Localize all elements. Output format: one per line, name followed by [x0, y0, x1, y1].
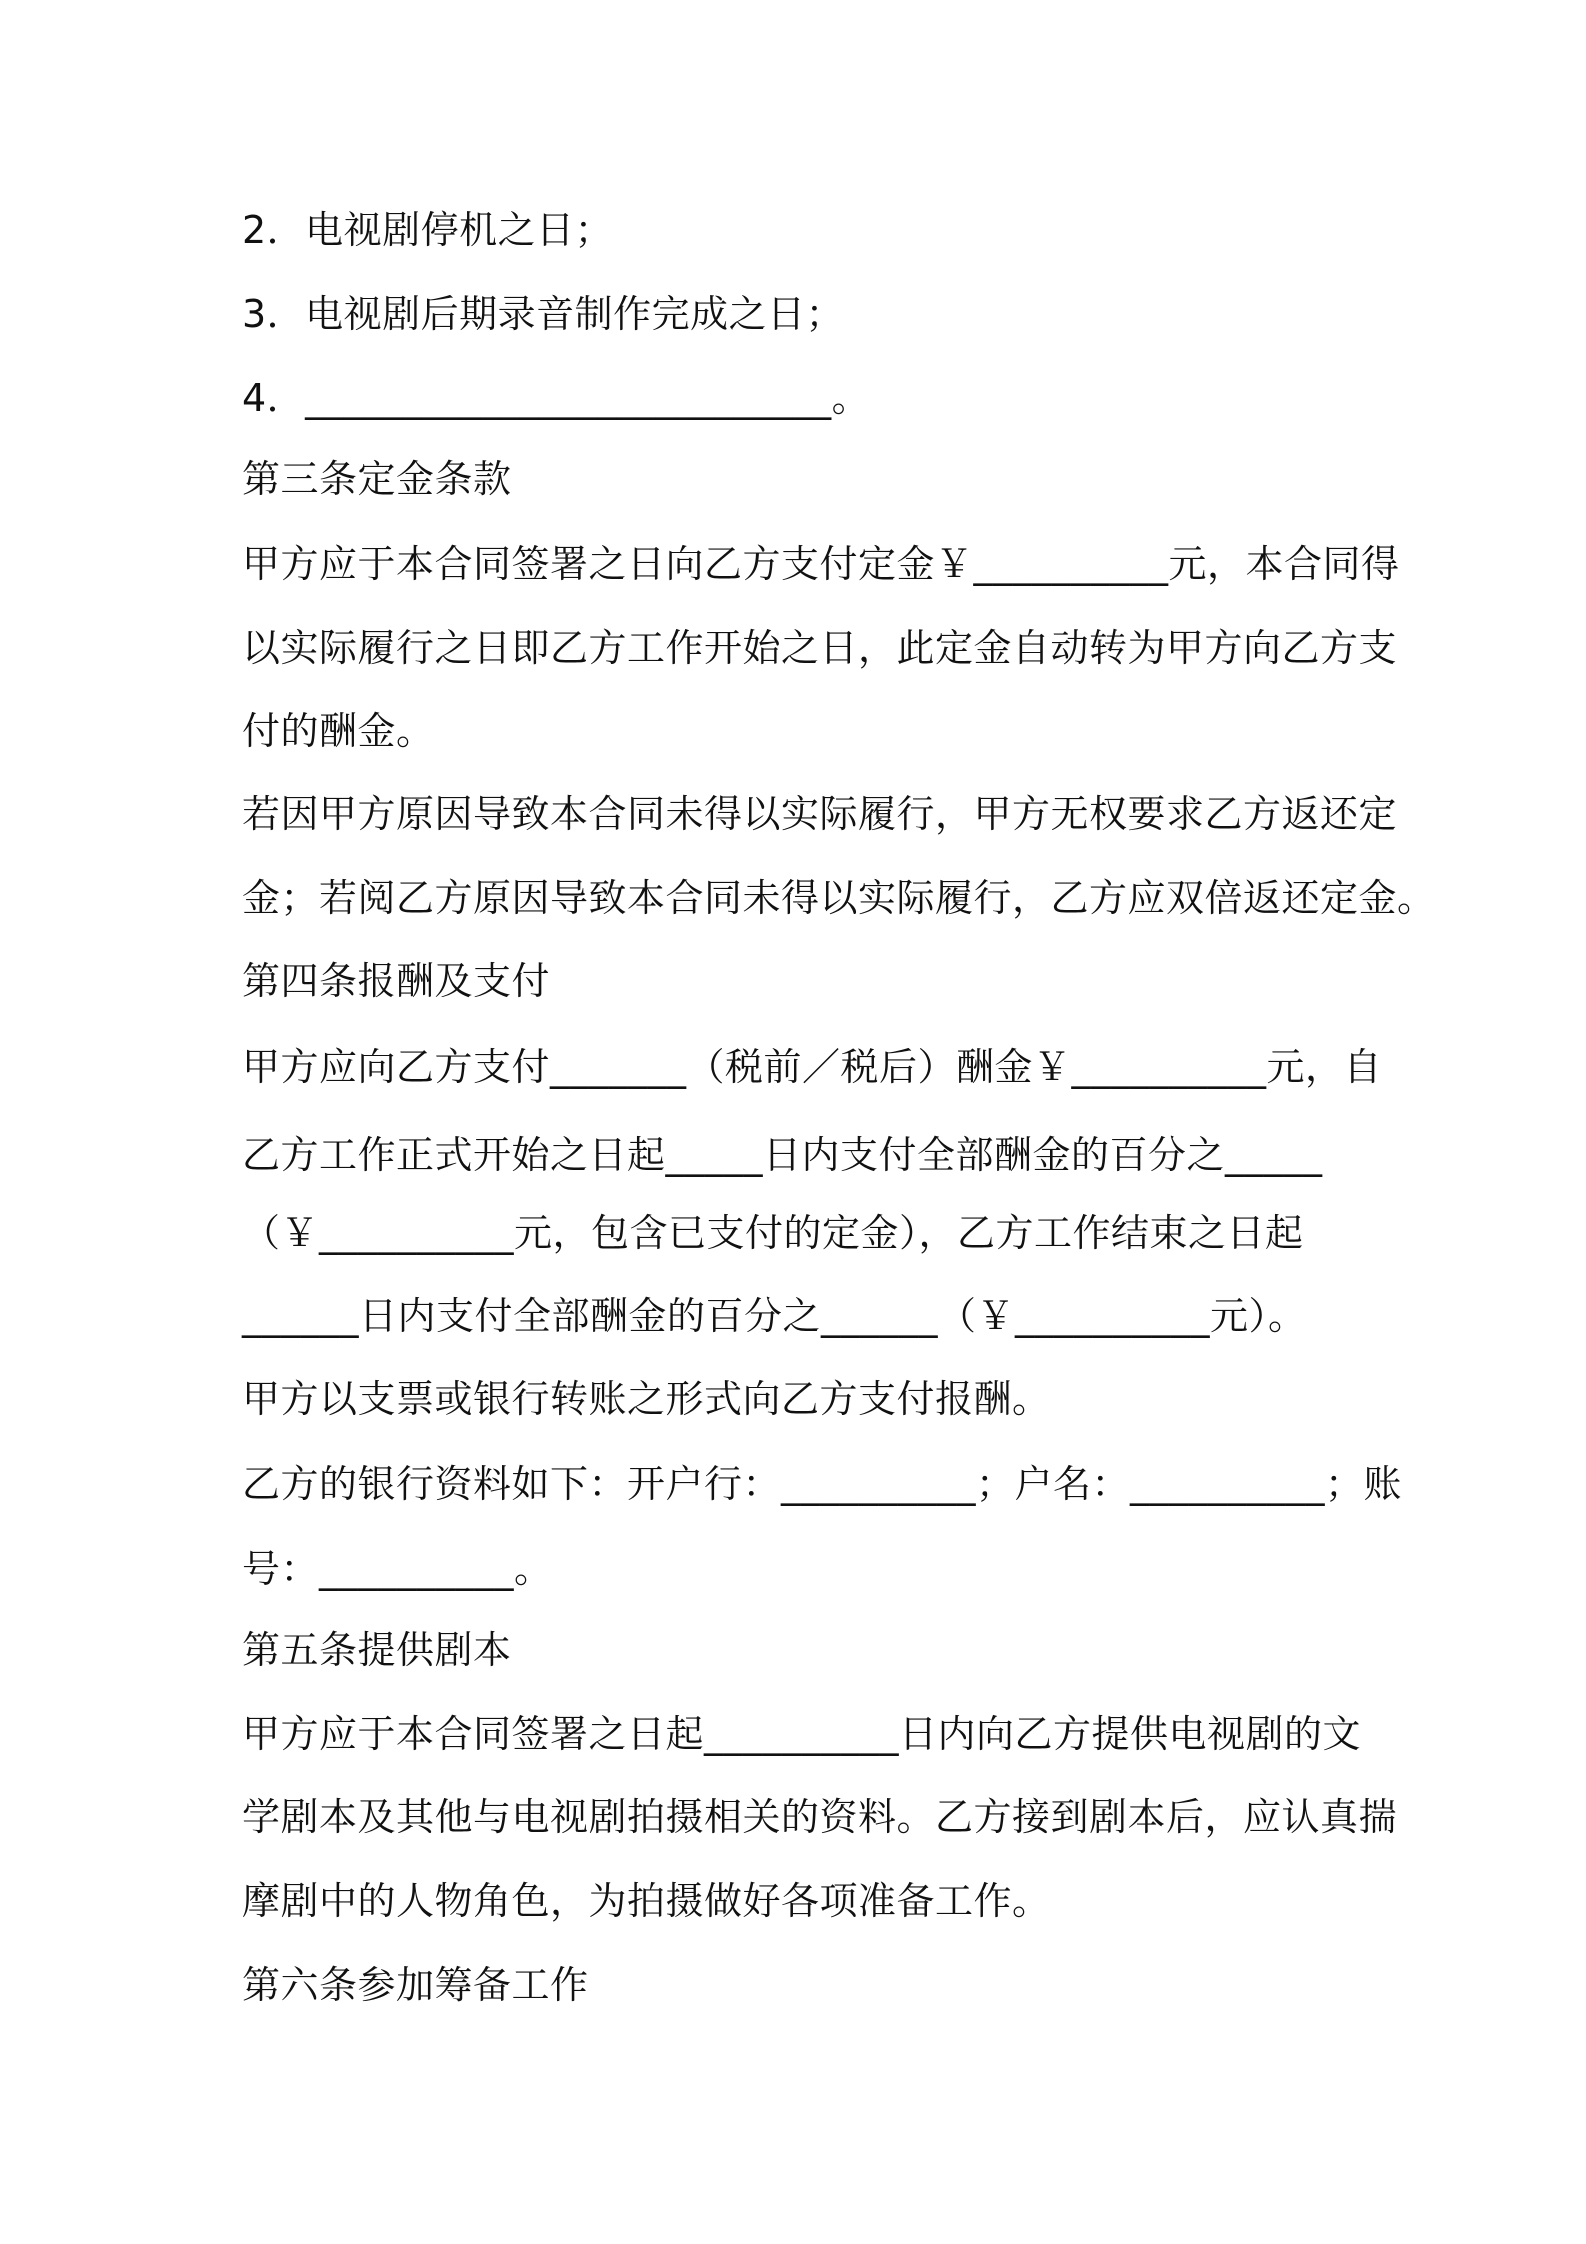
paragraph-line: 甲方应于本合同签署之日起__________日内向乙方提供电视剧的文 — [242, 1712, 1362, 1756]
section-heading-6: 第六条参加筹备工作 — [242, 1963, 589, 2007]
paragraph-line: 号：__________。 — [242, 1547, 553, 1591]
paragraph-line: 金；若阅乙方原因导致本合同未得以实际履行，乙方应双倍返还定金。 — [242, 876, 1436, 920]
paragraph-line: 以实际履行之日即乙方工作开始之日，此定金自动转为甲方向乙方支 — [242, 626, 1398, 670]
list-item-4: 4．___________________________。 — [242, 376, 871, 420]
list-item-2: 2．电视剧停机之日； — [242, 208, 614, 252]
paragraph-line: 若因甲方原因导致本合同未得以实际履行，甲方无权要求乙方返还定 — [242, 792, 1398, 836]
paragraph-line: （￥__________元，包含已支付的定金），乙方工作结束之日起 — [242, 1211, 1304, 1255]
paragraph-line: 甲方应于本合同签署之日向乙方支付定金￥__________元，本合同得 — [242, 542, 1400, 586]
paragraph-line: 学剧本及其他与电视剧拍摄相关的资料。乙方接到剧本后，应认真揣 — [242, 1795, 1398, 1839]
list-item-3: 3．电视剧后期录音制作完成之日； — [242, 292, 845, 336]
paragraph-line: 摩剧中的人物角色，为拍摄做好各项准备工作。 — [242, 1879, 1051, 1923]
paragraph-line: 甲方应向乙方支付_______（税前／税后）酬金￥__________元，自 — [242, 1045, 1383, 1089]
paragraph-line: ______日内支付全部酬金的百分之______（￥__________元）。 — [242, 1294, 1307, 1338]
paragraph-line: 甲方以支票或银行转账之形式向乙方支付报酬。 — [242, 1377, 1051, 1421]
paragraph-line: 乙方的银行资料如下：开户行：__________；户名：__________；账 — [242, 1462, 1403, 1506]
paragraph-line: 乙方工作正式开始之日起_____日内支付全部酬金的百分之_____ — [242, 1133, 1323, 1177]
section-heading-5: 第五条提供剧本 — [242, 1628, 512, 1672]
section-heading-4: 第四条报酬及支付 — [242, 959, 551, 1003]
paragraph-line: 付的酬金。 — [242, 709, 435, 753]
section-heading-3: 第三条定金条款 — [242, 457, 512, 501]
